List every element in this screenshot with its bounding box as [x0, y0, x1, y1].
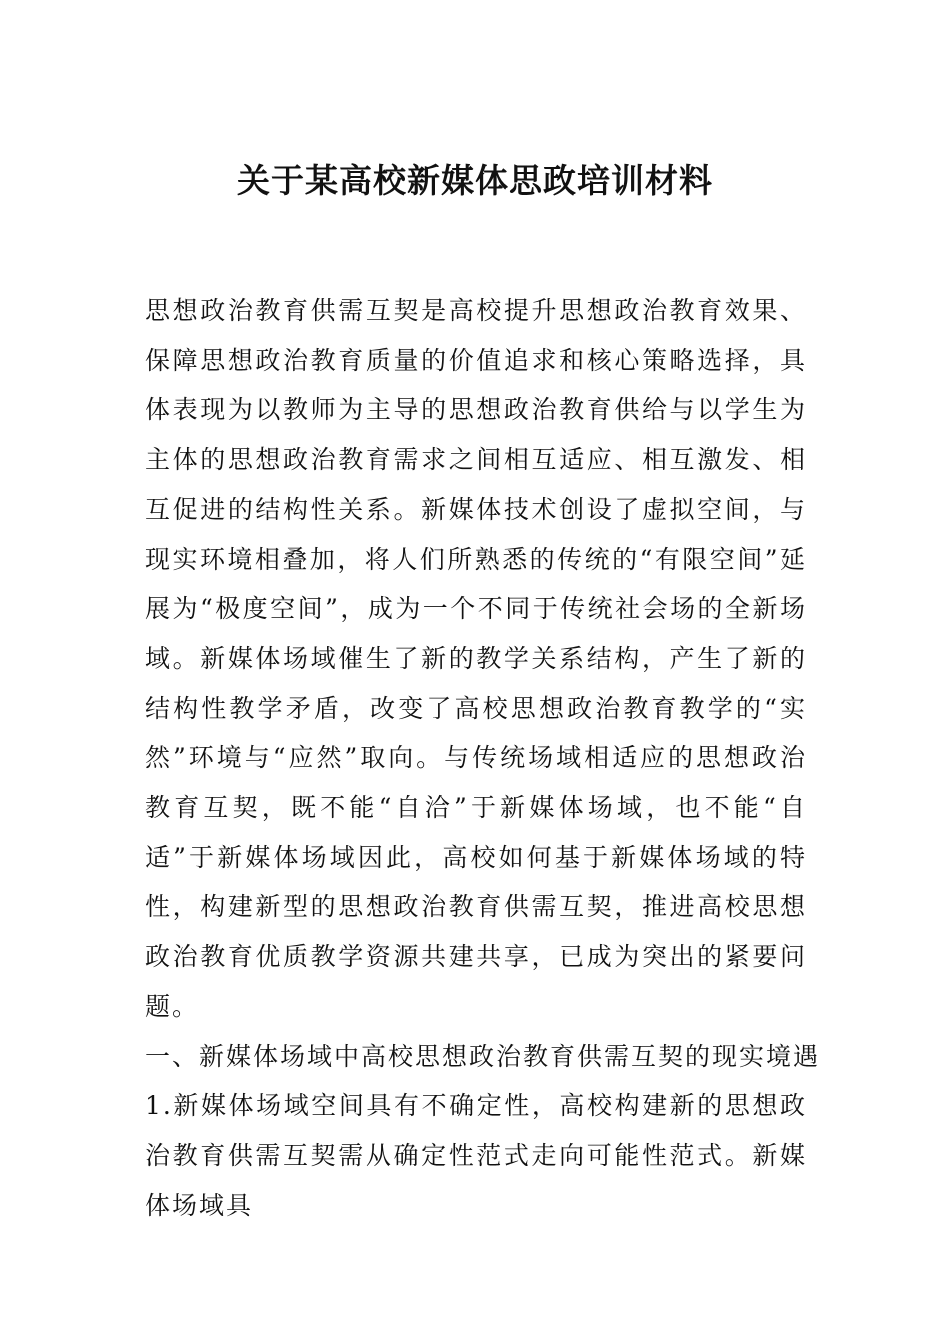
body-paragraph: 思想政治教育供需互契是高校提升思想政治教育效果、保障思想政治教育质量的价值追求和核心策略选择，具体表现为以教师为主导的思想政治教育供给与以学生为主体的思想政治教育需求之间相互适应、相互激发、相互促进的结构性关系。新媒体技术创设了虚拟空间，与现实环境相叠加，将人们所熟悉的传统的“有限空间”延展为“极度空间”，成为一个不同于传统社会场的全新场域。新媒体场域催生了新的教学关系结构，产生了新的结构性教学矛盾，改变了高校思想政治教育教学的“实然”环境与“应然”取向。与传统场域相适应的思想政治教育互契，既不能“自洽”于新媒体场域，也不能“自适”于新媒体场域因此，高校如何基于新媒体场域的特性，构建新型的思想政治教育供需互契，推进高校思想政治教育优质教学资源共建共享，已成为突出的紧要问题。	[145, 296, 807, 1021]
section-heading: 一、新媒体场域中高校思想政治教育供需互契的现实境遇	[145, 1041, 821, 1071]
document-body	[145, 286, 821, 1230]
subsection-paragraph: 1.新媒体场域空间具有不确定性，高校构建新的思想政治教育供需互契需从确定性范式走向可能性范式。新媒体场域具	[145, 1091, 807, 1220]
document-title: 关于某高校新媒体思政培训材料	[237, 161, 713, 200]
